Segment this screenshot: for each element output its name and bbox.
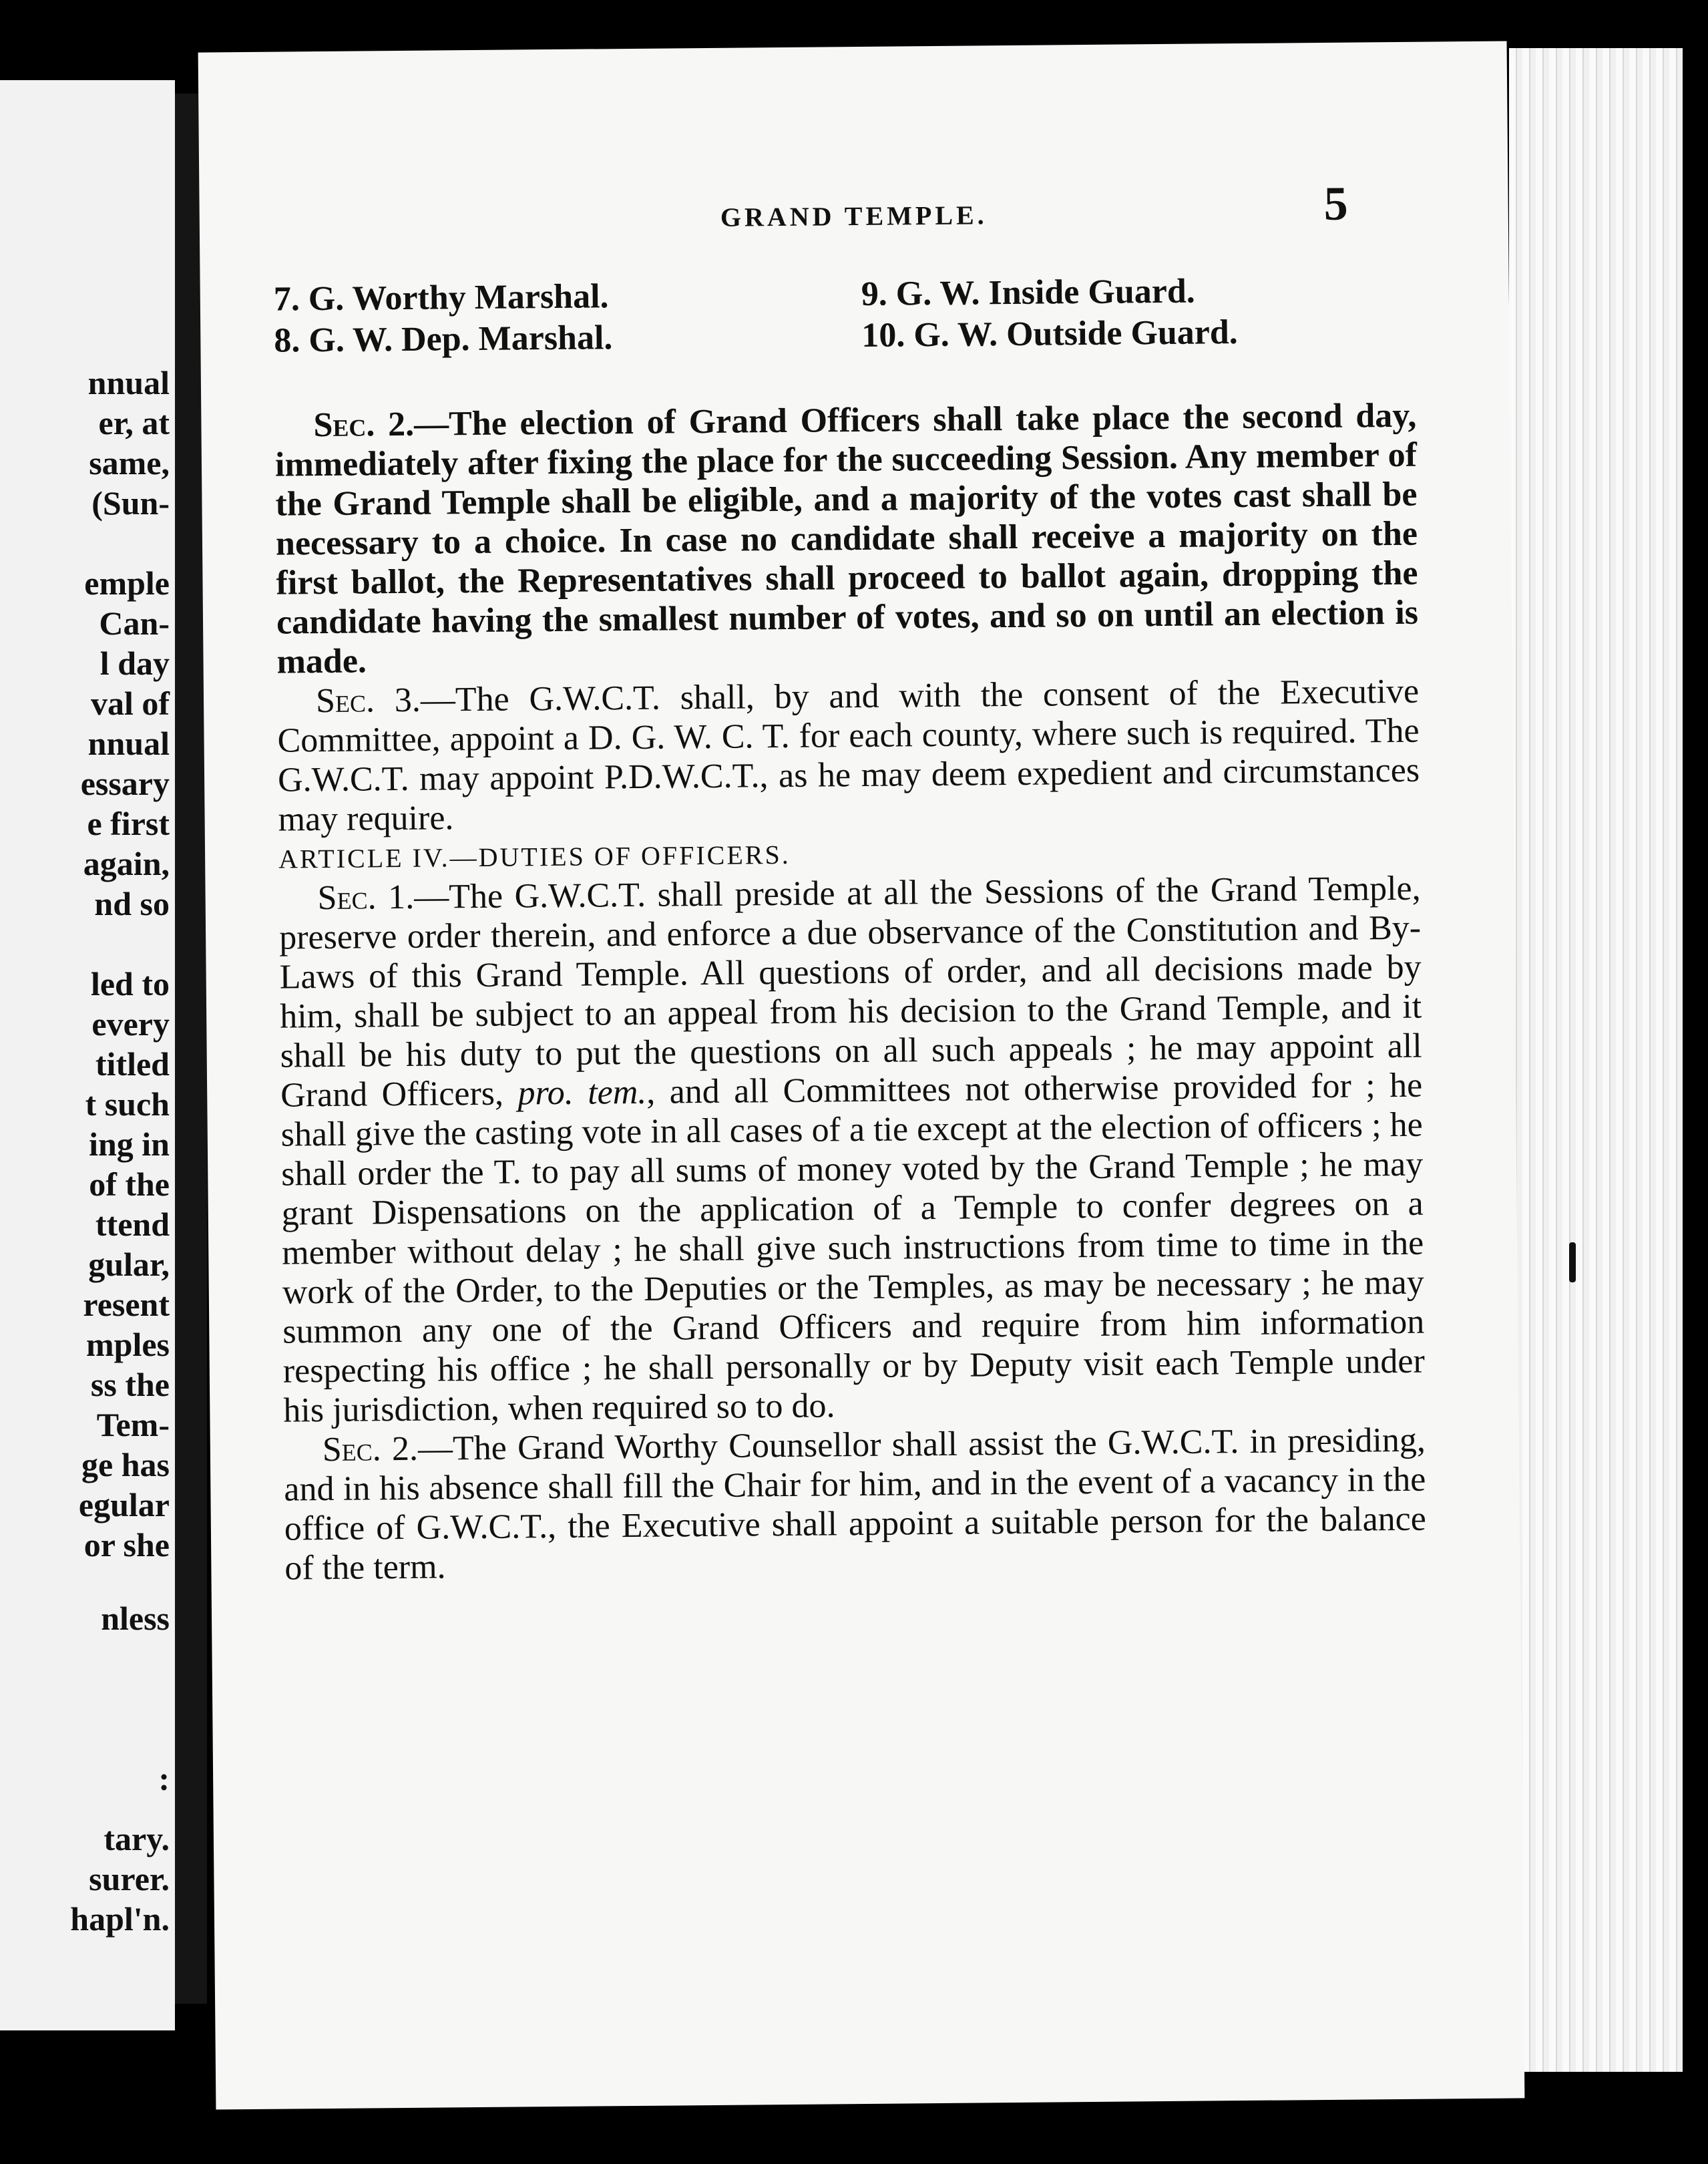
officer-list	[274, 269, 1410, 362]
facing-page-text-fragment: nnual	[87, 725, 170, 762]
facing-page-text-fragment: nless	[101, 1600, 170, 1637]
facing-page-text-fragment: essary	[80, 765, 170, 802]
facing-page-text-fragment: gular,	[88, 1246, 170, 1283]
facing-page-text-fragment: ss the	[90, 1366, 170, 1403]
page-number: 5	[1323, 176, 1348, 230]
section-paragraph	[284, 1421, 1427, 1588]
facing-page-text-fragment: er, at	[98, 404, 170, 441]
facing-page-text-fragment: (Sun-	[91, 484, 170, 522]
facing-page-text-fragment: titled	[95, 1045, 170, 1083]
facing-page-text-fragment: surer.	[89, 1860, 170, 1898]
page-edge-mark	[1569, 1242, 1576, 1282]
running-header: GRAND TEMPLE.	[720, 200, 988, 232]
facing-page-text-fragment: tary.	[103, 1820, 170, 1857]
facing-page-text-fragment: l day	[99, 645, 170, 682]
section-paragraph	[278, 869, 1425, 1431]
officer-item: 9. G. W. Inside Guard.	[861, 272, 1195, 313]
article-heading: ARTICLE IV.—DUTIES OF OFFICERS.	[278, 839, 791, 874]
facing-page-text-fragment: hapl'n.	[70, 1900, 170, 1938]
body-text	[274, 396, 1426, 1588]
facing-page-text-fragment: same,	[89, 444, 170, 482]
facing-page-text-fragment: ge has	[81, 1446, 170, 1483]
facing-page-text-fragment: every	[91, 1005, 170, 1043]
section-label: Sec. 2.	[313, 405, 415, 445]
section-text: , and all Committees not otherwise provided for ; he shall give the casting vote in all cases of a tie except at the election of officers ; he shall order the T. to pay all sums of money voted by the Grand Temple ; he may grant Dispensations on the application of a Temple to confer degrees on a member without delay ; he shall give such instructions from time to time in the work of the Order, to the Deputies or the Temples, as may be necessary ; he may summon any one of the Grand Officers and require from him information respecting his office ; he shall personally or by Deputy visit each Temple under his jurisdiction, when required so to do.	[280, 1066, 1426, 1430]
section-text: —The Grand Worthy Counsellor shall assist the G.W.C.T. in presiding, and in his absence shall fill the Chair for him, and in the event of a vacancy in the office of G.W.C.T., the Executive shall appoint a suitable person for the balance of the term.	[284, 1421, 1427, 1588]
facing-page-text-fragment: nd so	[94, 885, 170, 922]
book-page	[198, 41, 1525, 2110]
facing-page-text-fragment: :	[158, 1760, 170, 1797]
section-text: —The G.W.C.T. shall preside at all the Sessions of the Grand Temple, preserve order therein, and enforce a due observance of the Constitution and By-Laws of this Grand Temple. All questions of order, and all decisions made by him, shall be subject to an appeal from his decision to the Grand Temple, and it shall be his duty to put the questions on all such appeals ; he may appoint all Grand Officers,	[278, 869, 1422, 1115]
section-label: Sec. 1.	[317, 878, 415, 918]
facing-page-text-fragment: t such	[85, 1085, 170, 1123]
section-label: Sec. 3.	[315, 681, 421, 721]
facing-page-text-fragment: Can-	[99, 604, 170, 642]
facing-page-text-fragment: val of	[90, 685, 170, 722]
facing-page-text-fragment: resent	[83, 1286, 170, 1323]
italic-phrase: pro. tem.	[517, 1073, 647, 1113]
section-label: Sec. 2.	[322, 1429, 419, 1469]
facing-page-text-fragment: or she	[83, 1526, 170, 1564]
facing-page-text-fragment: e first	[87, 805, 170, 842]
page-edges	[1509, 48, 1683, 2072]
facing-page-text-fragment: ing in	[89, 1125, 170, 1163]
facing-page-fragment	[0, 80, 175, 2030]
section-paragraph	[277, 672, 1420, 840]
facing-page-text-fragment: ttend	[95, 1206, 170, 1243]
facing-page-text-fragment: nnual	[87, 364, 170, 401]
officer-item: 8. G. W. Dep. Marshal.	[274, 319, 613, 360]
facing-page-text-fragment: mples	[86, 1326, 170, 1363]
officer-item: 7. G. Worthy Marshal.	[273, 277, 609, 319]
section-text: —The G.W.C.T. shall, by and with the consent of the Executive Committee, appoint a D. G. W. C. T. for each county, where such is required. The G.W.C.T. may appoint P.D.W.C.T., as he may deem expedient and circumstances may require.	[277, 672, 1420, 839]
officer-item: 10. G. W. Outside Guard.	[861, 313, 1239, 355]
facing-page-text-fragment: again,	[83, 845, 170, 882]
facing-page-text-fragment: emple	[84, 564, 170, 602]
facing-page-text-fragment: of the	[89, 1165, 170, 1203]
section-paragraph	[274, 396, 1419, 682]
facing-page-text-fragment: led to	[90, 965, 170, 1003]
facing-page-text-fragment: Tem-	[96, 1406, 170, 1443]
facing-page-text-fragment: egular	[78, 1486, 170, 1523]
section-text: —The election of Grand Officers shall take place the second day, immediately after fixing the place for the succeeding Session. Any member of the Grand Temple shall be eligible, and a majority of the votes cast shall be necessary to a choice. In case no candidate shall receive a majority on the first ballot, the Representatives shall proceed to ballot again, dropping the candidate having the smallest number of votes, and so on until an election is made.	[274, 396, 1419, 681]
